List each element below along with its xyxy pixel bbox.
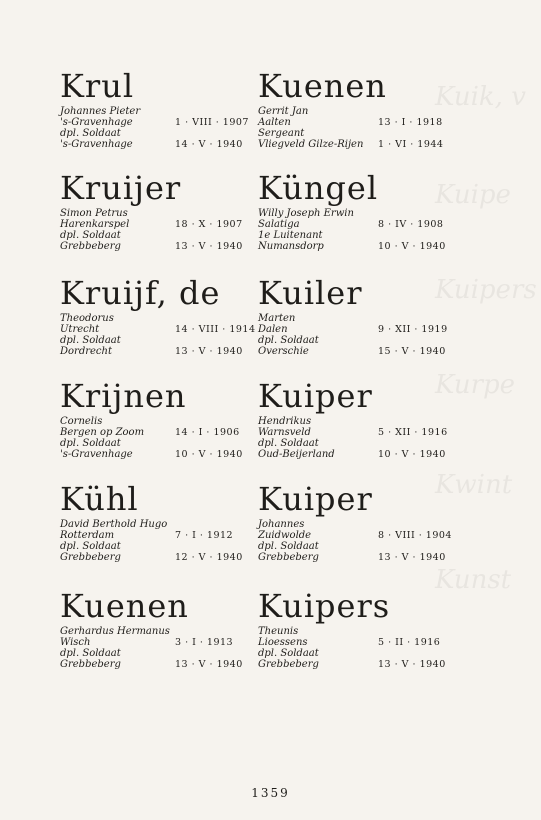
surname: Kuiler xyxy=(258,274,363,312)
entry xyxy=(258,377,488,460)
page-number: 1359 xyxy=(251,786,290,800)
given-names: Willy Joseph Erwin xyxy=(258,208,354,219)
death-line: 's-Gravenhage 10 · V · 1940 xyxy=(60,449,243,460)
birth-line: Rotterdam 7 · I · 1912 xyxy=(60,530,234,541)
entry xyxy=(60,377,255,460)
given-names: Johannes Pieter xyxy=(60,106,141,117)
birth-line: Utrecht 14 · VIII · 1914 xyxy=(60,324,256,335)
surname: Krijnen xyxy=(60,377,187,415)
birth-line: Wisch 3 · I · 1913 xyxy=(60,637,234,648)
entry xyxy=(258,67,488,150)
given-names: Hendrikus xyxy=(258,416,312,427)
given-names: Gerhardus Hermanus xyxy=(60,626,170,637)
rank-line: dpl. Soldaat xyxy=(60,128,121,139)
given-names: Theodorus xyxy=(60,313,114,324)
rank-line: dpl. Soldaat xyxy=(258,648,319,659)
rank-line: dpl. Soldaat xyxy=(258,541,319,552)
rank-line: dpl. Soldaat xyxy=(60,335,121,346)
birth-line: Zuidwolde 8 · VIII · 1904 xyxy=(258,530,452,541)
rank-line: Sergeant xyxy=(258,128,305,139)
surname: Krul xyxy=(60,67,135,105)
given-names: Theunis xyxy=(258,626,299,637)
surname: Kuiper xyxy=(258,480,373,518)
death-line: Vliegveld Gilze-Rijen 1 · VI · 1944 xyxy=(258,139,444,150)
entry xyxy=(258,587,488,670)
death-line: Grebbeberg 13 · V · 1940 xyxy=(60,241,243,252)
death-line: Oud-Beijerland 10 · V · 1940 xyxy=(258,449,446,460)
bleed-through-text: Kuik, v Kuipe Kuipers Kurpe Kwint Kunst xyxy=(435,82,537,595)
given-names: David Berthold Hugo xyxy=(60,519,168,530)
entry xyxy=(60,480,255,563)
surname: Kuiper xyxy=(258,377,373,415)
entry xyxy=(60,587,255,670)
entry xyxy=(258,480,488,563)
surname: Kuenen xyxy=(60,587,189,625)
birth-line: Aalten 13 · I · 1918 xyxy=(258,117,443,128)
rank-line: dpl. Soldaat xyxy=(60,230,121,241)
given-names: Gerrit Jan xyxy=(258,106,309,117)
death-line: Grebbeberg 13 · V · 1940 xyxy=(258,552,446,563)
death-line: 's-Gravenhage 14 · V · 1940 xyxy=(60,139,243,150)
surname: Kruijer xyxy=(60,169,182,207)
given-names: Marten xyxy=(258,313,296,324)
birth-line: Dalen 9 · XII · 1919 xyxy=(258,324,448,335)
death-line: Overschie 15 · V · 1940 xyxy=(258,346,446,357)
entry xyxy=(60,274,256,357)
surname: Kuipers xyxy=(258,587,391,625)
surname: Kühl xyxy=(60,480,139,518)
death-line: Grebbeberg 12 · V · 1940 xyxy=(60,552,243,563)
given-names: Johannes xyxy=(258,519,305,530)
death-line: Dordrecht 13 · V · 1940 xyxy=(60,346,243,357)
entry xyxy=(258,274,488,357)
surname: Küngel xyxy=(258,169,379,207)
birth-line: Bergen op Zoom 14 · I · 1906 xyxy=(60,427,240,438)
surname: Kruijf, de xyxy=(60,274,221,312)
entry xyxy=(60,169,255,252)
surname: Kuenen xyxy=(258,67,387,105)
rank-line: dpl. Soldaat xyxy=(60,438,121,449)
rank-line: 1e Luitenant xyxy=(258,230,323,241)
death-line: Grebbeberg 13 · V · 1940 xyxy=(60,659,243,670)
birth-line: Warnsveld 5 · XII · 1916 xyxy=(258,427,448,438)
rank-line: dpl. Soldaat xyxy=(258,438,319,449)
death-line: Numansdorp 10 · V · 1940 xyxy=(258,241,446,252)
birth-line: 's-Gravenhage 1 · VIII · 1907 xyxy=(60,117,249,128)
given-names: Simon Petrus xyxy=(60,208,128,219)
given-names: Cornelis xyxy=(60,416,103,427)
entry xyxy=(258,169,488,252)
birth-line: Salatiga 8 · IV · 1908 xyxy=(258,219,444,230)
rank-line: dpl. Soldaat xyxy=(258,335,319,346)
entry xyxy=(60,67,255,150)
birth-line: Lioessens 5 · II · 1916 xyxy=(258,637,441,648)
rank-line: dpl. Soldaat xyxy=(60,541,121,552)
rank-line: dpl. Soldaat xyxy=(60,648,121,659)
death-line: Grebbeberg 13 · V · 1940 xyxy=(258,659,446,670)
birth-line: Harenkarspel 18 · X · 1907 xyxy=(60,219,243,230)
